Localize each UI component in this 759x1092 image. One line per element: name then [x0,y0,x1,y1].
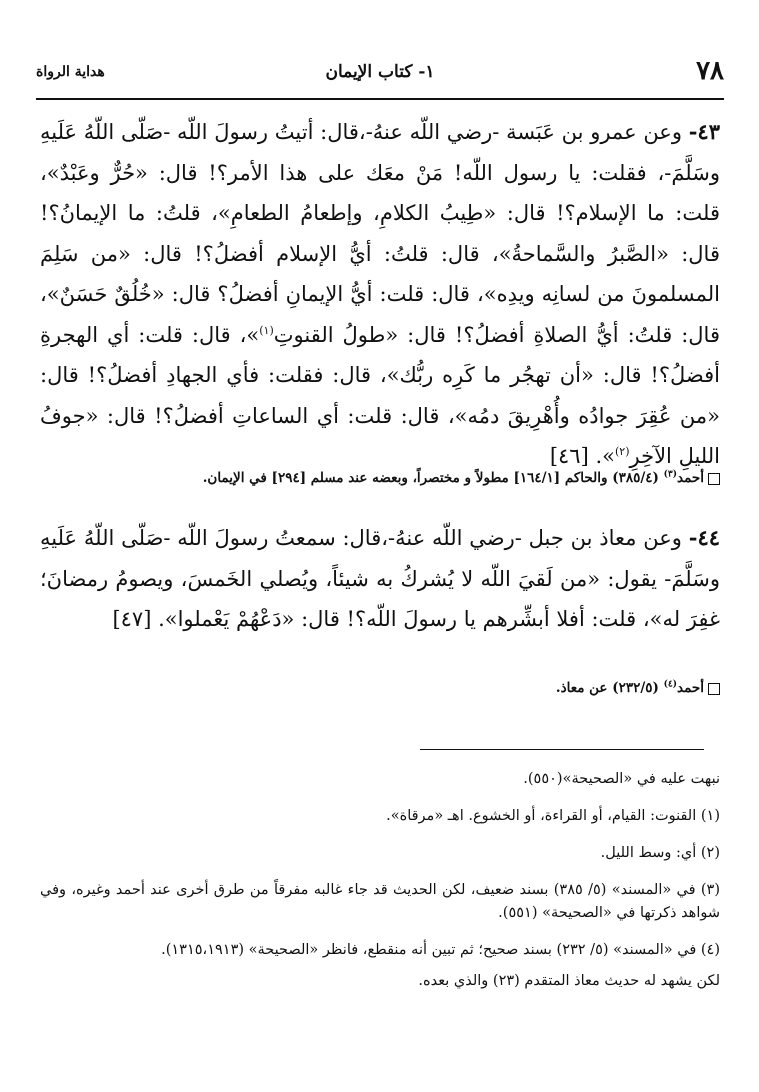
square-bullet-icon [708,683,720,695]
source-lead: أحمد [677,680,704,696]
page-number: ٧٨ [696,56,724,86]
hadith-44 [40,518,720,640]
hadith-number: ٤٤- [688,525,720,550]
footnote-4: (٤) في «المسند» (٥/ ٢٣٢) بسند صحيح؛ ثم تبين أنه منقطع، فانظر «الصحيحة» (١٣١٥،١٩١٣). [161,942,720,958]
footnote-ref: (٣) [663,469,677,480]
hadith-text: وعن عمرو بن عَبَسة -رضي اللّه عنهُ-،قال: أتيتُ رسولَ اللّه -صَلّى اللّهُ عَلَيهِ وسَلَّمَ-، فقلت: يا رسول اللّه! مَنْ معَك على هذا الأمر؟! قال: «حُرٌّ وعَبْدٌ»، قلت: ما الإسلام؟! قال: «طِيبُ الكلامِ، وإطعامُ الطعامِ»، قلتُ: ما الإيمانُ؟! قال: «الصَّبرُ والسَّماحةُ»، قال: قلتُ: أيُّ الإسلام أفضلُ؟! قال: «من سَلِمَ المسلمونَ من لسانِه ويدِه»، قال: قلت: أيُّ الإيمانِ أفضلُ؟ قال: «خُلُقٌ حَسَنٌ»، قال: قلتُ: أيُّ الصلاةِ أفضلُ؟! قال: «طولُ القنوتِ [40,120,720,347]
hadith-43 [40,112,720,477]
hadith-text: وعن معاذ بن جبل -رضي اللّه عنهُ-،قال: سمعتُ رسولَ اللّه -صَلّى اللّهُ عَلَيهِ وسَلَّمَ- يقول: «من لَقيَ اللّه لا يُشركُ به شيئاً، ويُصلي الخَمسَ، ويصومُ رمضانَ؛ غفِرَ له»، قلت: أفلا أبشِّرهم يا رسولَ اللّه؟! قال: «دَعْهُمْ يَعْملوا». [٤٧] [40,526,720,631]
footnote-2: (٢) أي: وسط الليل. [600,845,720,861]
hadith-number: ٤٣- [688,119,720,144]
square-bullet-icon [708,473,720,485]
footnote-ref: (١) [259,323,274,337]
header-divider [36,98,724,100]
book-title: هداية الرواة [36,64,105,80]
footnote-4-cont: لكن يشهد له حديث معاذ المتقدم (٢٣) والذي بعده. [418,973,720,989]
chapter-title: ١- كتاب الإيمان [325,62,435,82]
footnote-ref: (٢) [615,445,630,458]
footnote-intro: نبهت عليه في «الصحيحة»(٥٥٠). [523,771,720,787]
source-text: (٢٣٢/٥) عن معاذ. [555,680,664,696]
source-text: (٣٨٥/٤) والحاكم [١٦٤/١] مطولاً و مختصراً، وبعضه عند مسلم [٢٩٤] في الإيمان. [202,470,664,486]
source-line-44 [40,680,720,696]
source-lead: أحمد [677,470,704,486]
footnote-1: (١) القنوت: القيام، أو القراءة، أو الخشوع. اهـ «مرقاة». [386,808,720,824]
footnote-3: (٣) في «المسند» (٥/ ٣٨٥) بسند ضعيف، لكن الحديث قد جاء غالبه مفرقاً من طرق أخرى عند أحمد وغيره، وفي شواهد ذكرتها في «الصحيحة» (٥٥١). [40,882,721,921]
footnotes [40,768,720,1007]
hadith-text-end: ». [٤٦] [549,444,615,468]
hadith-text-cont: »، قال: قلت: أي الهجرةِ أفضلُ؟! قال: «أن تهجُر ما كَرِه ربُّك»، قال: فقلت: فأي الجهادِ أفضلُ؟! قال: «من عُقِرَ جوادُه وأُهْرِيقَ دمُه»، قال: قلت: أي الساعاتِ أفضلُ؟! قال: «جوفُ الليلِ الآخِرِ [40,322,720,468]
footnote-divider [420,749,704,750]
footnote-ref: (٤) [663,679,677,690]
running-header [36,56,724,96]
source-line-43 [40,470,720,486]
